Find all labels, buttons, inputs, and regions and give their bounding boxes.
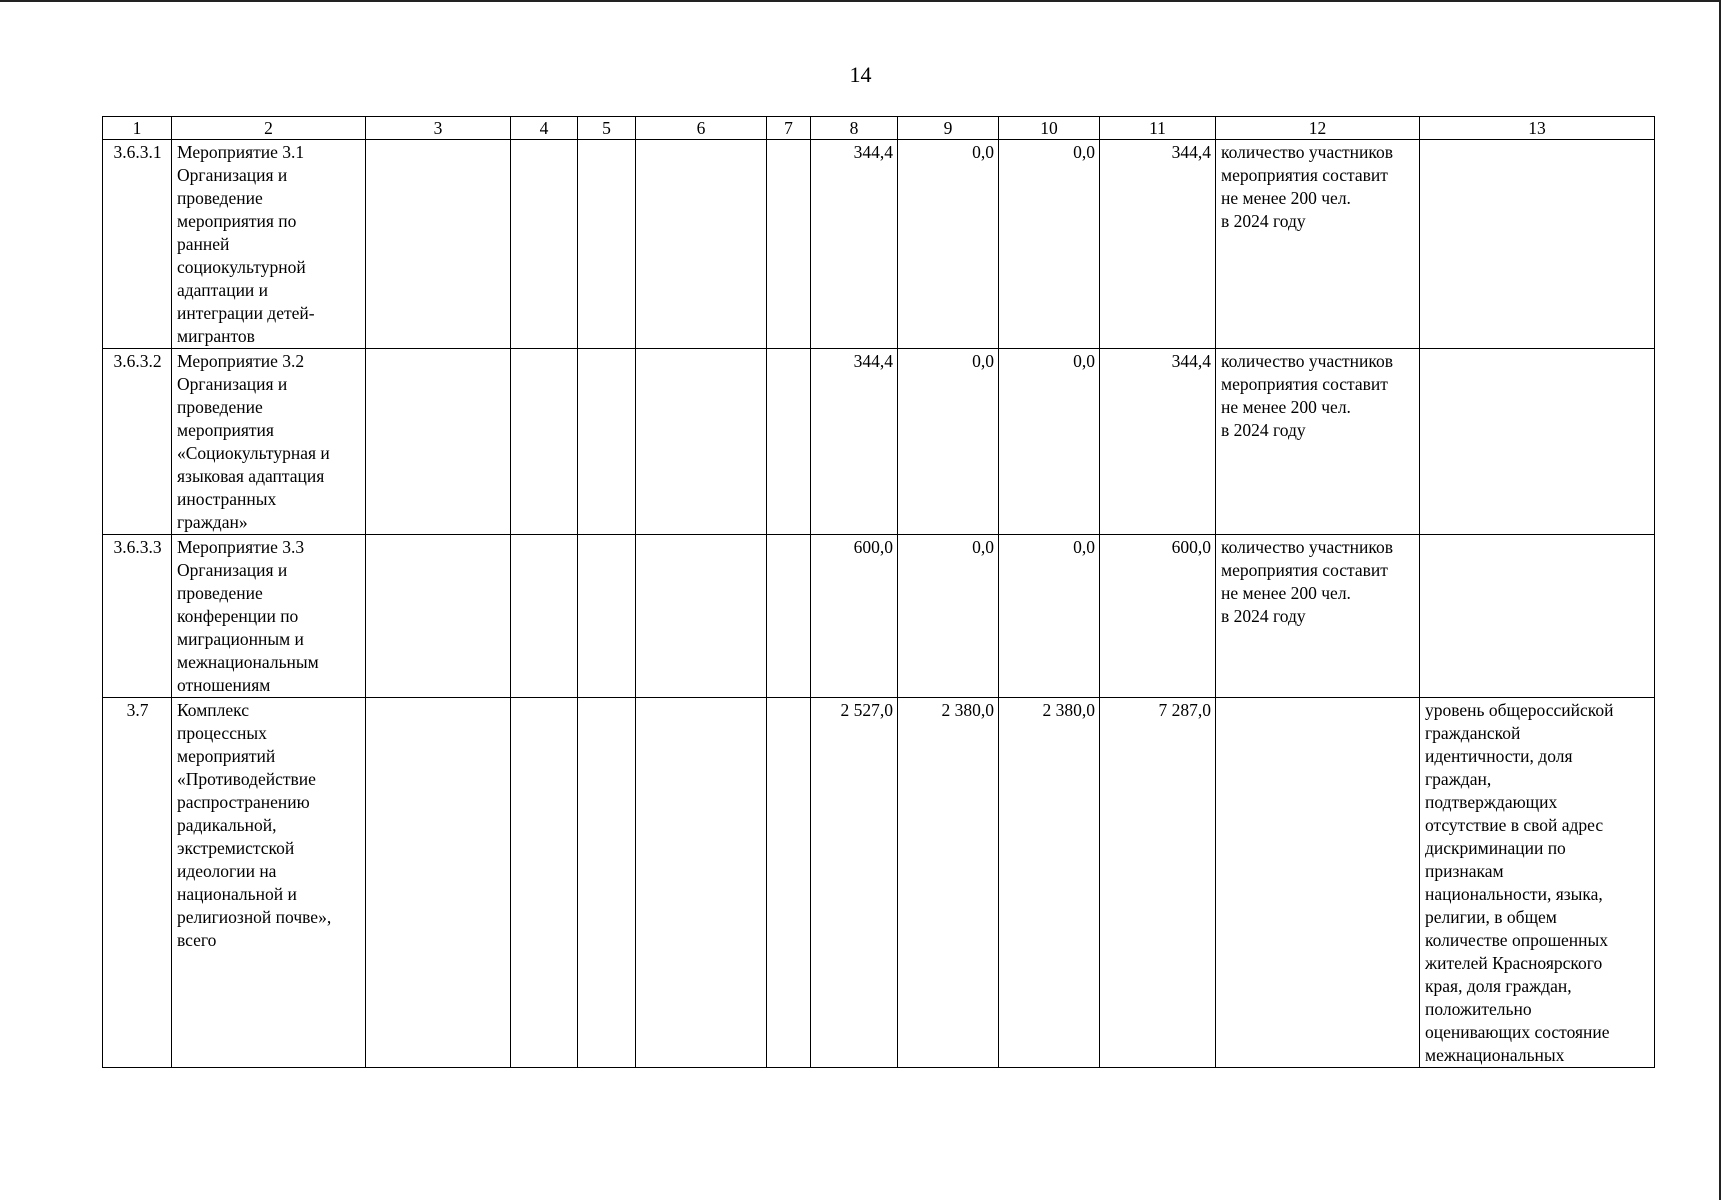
cell-col-6	[636, 535, 767, 698]
column-header: 1	[103, 117, 172, 140]
value-col-9: 0,0	[898, 140, 999, 349]
column-header: 3	[366, 117, 511, 140]
value-col-8: 2 527,0	[811, 698, 898, 1068]
cell-col-7	[767, 349, 811, 535]
cell-col-3	[366, 349, 511, 535]
target-indicator	[1420, 140, 1655, 349]
cell-col-7	[767, 698, 811, 1068]
expected-result: количество участников мероприятия составит не менее 200 чел. в 2024 году	[1216, 349, 1420, 535]
column-header: 5	[578, 117, 636, 140]
activity-name: Мероприятие 3.2 Организация и проведение мероприятия «Социокультурная и языковая адаптация иностранных граждан»	[172, 349, 366, 535]
value-col-8: 344,4	[811, 140, 898, 349]
value-col-11-total: 344,4	[1100, 140, 1216, 349]
cell-col-5	[578, 698, 636, 1068]
target-indicator: уровень общероссийской гражданской идентичности, доля граждан, подтверждающих отсутствие в свой адрес дискриминации по признакам национальности, языка, религии, в общем количестве опрошенных жителей Красноярского края, доля граждан, положительно оценивающих состояние межнациональных	[1420, 698, 1655, 1068]
column-header: 10	[999, 117, 1100, 140]
value-col-11-total: 344,4	[1100, 349, 1216, 535]
cell-col-3	[366, 140, 511, 349]
row-number: 3.7	[103, 698, 172, 1068]
column-header: 11	[1100, 117, 1216, 140]
table-row	[103, 698, 1655, 1068]
table-row	[103, 140, 1655, 349]
value-col-10: 0,0	[999, 140, 1100, 349]
cell-col-4	[511, 140, 578, 349]
column-header: 13	[1420, 117, 1655, 140]
cell-col-7	[767, 535, 811, 698]
value-col-11-total: 600,0	[1100, 535, 1216, 698]
value-col-8: 600,0	[811, 535, 898, 698]
column-header: 9	[898, 117, 999, 140]
page-number: 14	[849, 62, 872, 87]
cell-col-7	[767, 140, 811, 349]
cell-col-6	[636, 698, 767, 1068]
cell-col-3	[366, 698, 511, 1068]
column-header: 7	[767, 117, 811, 140]
column-header: 12	[1216, 117, 1420, 140]
cell-col-4	[511, 698, 578, 1068]
column-header: 4	[511, 117, 578, 140]
value-col-9: 2 380,0	[898, 698, 999, 1068]
column-header: 6	[636, 117, 767, 140]
activity-name: Комплекс процессных мероприятий «Противодействие распространению радикальной, экстремистской идеологии на национальной и религиозной почве», всего	[172, 698, 366, 1068]
expected-result	[1216, 698, 1420, 1068]
activity-name: Мероприятие 3.1 Организация и проведение мероприятия по ранней социокультурной адаптации и интеграции детей- мигрантов	[172, 140, 366, 349]
cell-col-6	[636, 140, 767, 349]
value-col-10: 2 380,0	[999, 698, 1100, 1068]
value-col-9: 0,0	[898, 349, 999, 535]
cell-col-3	[366, 535, 511, 698]
cell-col-6	[636, 349, 767, 535]
cell-col-5	[578, 349, 636, 535]
cell-col-5	[578, 140, 636, 349]
program-table	[102, 116, 1655, 1068]
target-indicator	[1420, 349, 1655, 535]
cell-col-4	[511, 535, 578, 698]
expected-result: количество участников мероприятия составит не менее 200 чел. в 2024 году	[1216, 140, 1420, 349]
value-col-10: 0,0	[999, 349, 1100, 535]
value-col-8: 344,4	[811, 349, 898, 535]
column-header: 8	[811, 117, 898, 140]
table-row	[103, 535, 1655, 698]
expected-result: количество участников мероприятия составит не менее 200 чел. в 2024 году	[1216, 535, 1420, 698]
activity-name: Мероприятие 3.3 Организация и проведение конференции по миграционным и межнациональным отношениям	[172, 535, 366, 698]
target-indicator	[1420, 535, 1655, 698]
cell-col-5	[578, 535, 636, 698]
header-row	[103, 117, 1655, 140]
value-col-11-total: 7 287,0	[1100, 698, 1216, 1068]
scan-edge-top	[0, 0, 1721, 2]
table-row	[103, 349, 1655, 535]
row-number: 3.6.3.3	[103, 535, 172, 698]
row-number: 3.6.3.2	[103, 349, 172, 535]
column-header: 2	[172, 117, 366, 140]
cell-col-4	[511, 349, 578, 535]
value-col-9: 0,0	[898, 535, 999, 698]
row-number: 3.6.3.1	[103, 140, 172, 349]
value-col-10: 0,0	[999, 535, 1100, 698]
